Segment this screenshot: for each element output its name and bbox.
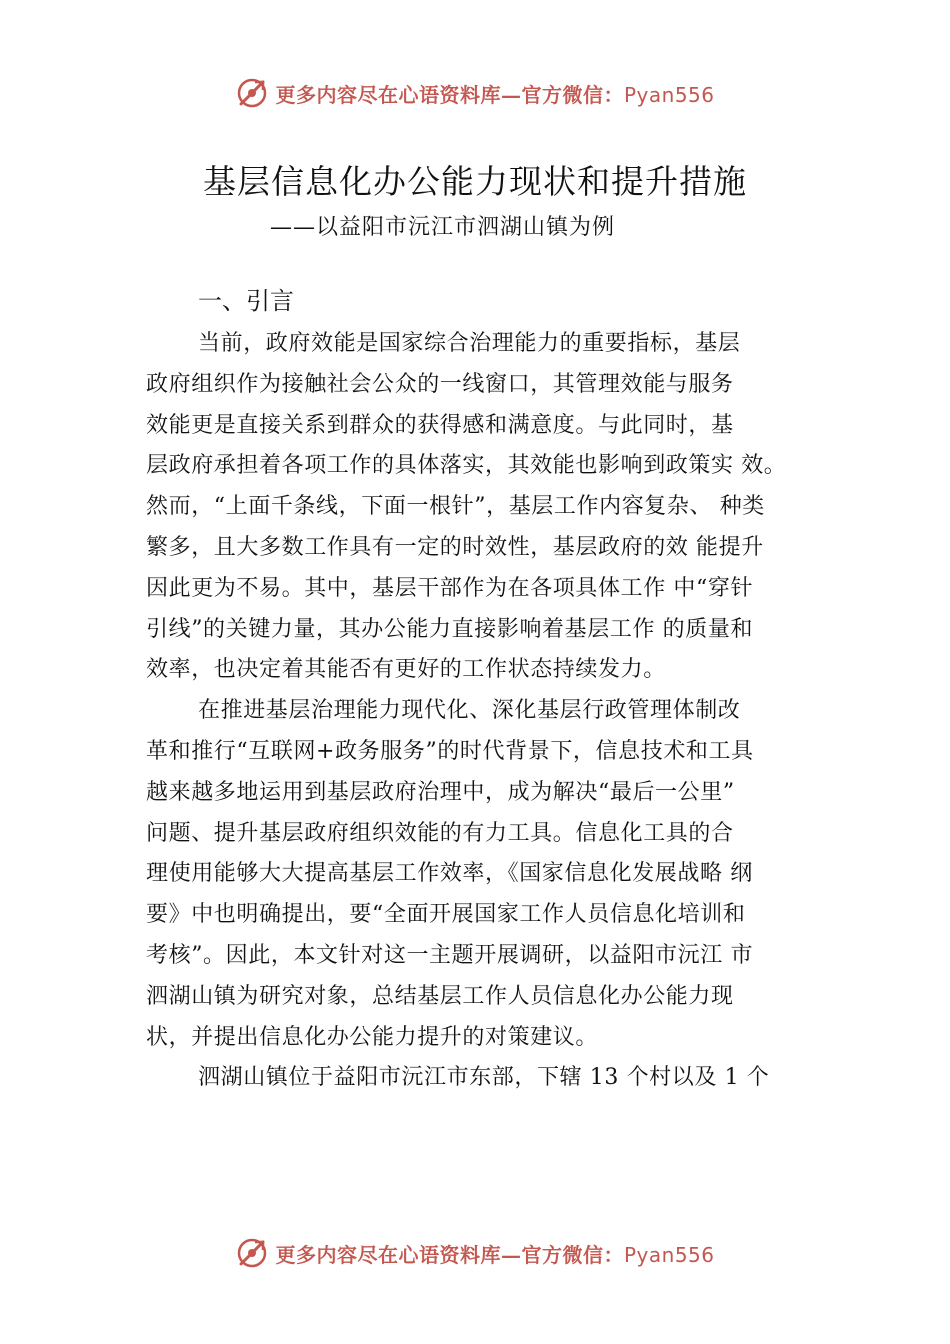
watermark-header — [0, 73, 950, 113]
paragraph-line: 当前，政府效能是国家综合治理能力的重要指标，基层 — [198, 331, 741, 356]
paragraph-line: 效能更是直接关系到群众的获得感和满意度。与此同时，基 — [146, 412, 734, 438]
paragraph-line: 问题、提升基层政府组织效能的有力工具。信息化工具的合 — [146, 820, 734, 846]
section-heading: 一、引言 — [198, 287, 294, 315]
document-title: 基层信息化办公能力现状和提升措施 — [203, 162, 747, 201]
paragraph-line: 引线”的关键力量，其办公能力直接影响着基层工作 的质量和 — [146, 616, 754, 642]
paragraph-line: 层政府承担着各项工作的具体落实，其效能也影响到政策实 效。 — [146, 453, 787, 479]
paragraph-line: 革和推行“互联网+政务服务”的时代背景下，信息技术和工具 — [146, 738, 754, 764]
paragraph-line: 泗湖山镇位于益阳市沅江市东部，下辖 13 个村以及 1 个 — [198, 1065, 770, 1091]
paragraph-line: 因此更为不易。其中，基层干部作为在各项具体工作 中“穿针 — [146, 575, 754, 601]
watermark-wechat-id: Pyan556 — [623, 1242, 715, 1267]
watermark-logo-icon — [235, 76, 269, 110]
paragraph-line: 要》中也明确提出，要“全面开展国家工作人员信息化培训和 — [146, 902, 746, 928]
paragraph-line: 泗湖山镇为研究对象，总结基层工作人员信息化办公能力现 — [146, 983, 734, 1009]
watermark-label: 更多内容尽在心语资料库—官方微信： — [275, 1242, 624, 1267]
paragraph-line: 考核”。因此，本文针对这一主题开展调研，以益阳市沅江 市 — [146, 942, 754, 968]
watermark-logo-icon — [235, 1236, 269, 1270]
watermark-label: 更多内容尽在心语资料库—官方微信： — [275, 82, 624, 107]
watermark-text — [275, 1239, 714, 1268]
paragraph-line: 效率，也决定着其能否有更好的工作状态持续发力。 — [146, 657, 666, 683]
paragraph-line: 然而，“上面千条线，下面一根针”，基层工作内容复杂、 种类 — [146, 494, 765, 520]
paragraph-line: 政府组织作为接触社会公众的一线窗口，其管理效能与服务 — [146, 371, 734, 397]
document-subtitle: ——以益阳市沅江市泗湖山镇为例 — [270, 215, 616, 240]
watermark-text — [275, 79, 714, 108]
watermark-footer — [0, 1233, 950, 1273]
paragraph-line: 理使用能够大大提高基层工作效率，《国家信息化发展战略 纲 — [146, 861, 753, 887]
paragraph-line: 在推进基层治理能力现代化、深化基层行政管理体制改 — [198, 698, 741, 724]
body-text — [146, 324, 846, 1099]
watermark-wechat-id: Pyan556 — [623, 82, 715, 107]
paragraph-line: 状，并提出信息化办公能力提升的对策建议。 — [146, 1024, 599, 1050]
paragraph-line: 越来越多地运用到基层政府治理中，成为解决“最后一公里” — [146, 779, 735, 805]
paragraph-line: 繁多，且大多数工作具有一定的时效性，基层政府的效 能提升 — [146, 534, 764, 560]
